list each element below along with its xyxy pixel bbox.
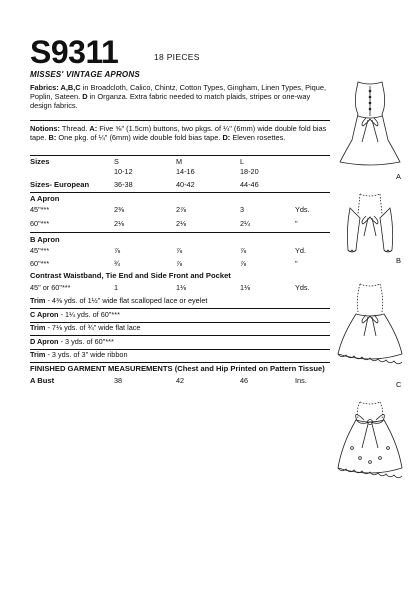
table-row — [30, 376, 330, 386]
pattern-number: S9311 — [30, 34, 119, 70]
size-col-m: M — [176, 157, 183, 166]
table-row — [30, 205, 330, 215]
yardage-l: ⅞ — [240, 259, 247, 268]
fabric-width: 60"*** — [30, 259, 50, 268]
yardage-s: 2⅛ — [114, 219, 125, 228]
notions-d-text: Eleven rosettes. — [230, 133, 286, 143]
notions-text: Thread. — [59, 124, 90, 133]
pattern-title: MISSES' VINTAGE APRONS — [30, 70, 140, 79]
divider — [30, 308, 330, 309]
size-col-s: S — [114, 157, 119, 166]
apron-d-row — [30, 337, 330, 347]
trim-text: - 7⅛ yds. of ¾" wide flat lace — [45, 323, 141, 332]
bust-label: A Bust — [30, 376, 55, 385]
figure-label-b: B — [396, 256, 402, 265]
yardage-unit: Yds. — [295, 283, 310, 292]
yardage-unit: " — [295, 219, 298, 228]
trim-label: Trim — [30, 350, 46, 359]
divider — [30, 362, 330, 363]
apron-d-back-illustration — [330, 398, 410, 494]
yardage-unit: Yds. — [295, 205, 310, 214]
yardage-s: 2⅜ — [114, 205, 125, 214]
sizes-header-row — [30, 157, 330, 167]
yardage-s: ⅞ — [114, 246, 121, 255]
trim-text: - 4⅜ yds. of 1½" wide flat scalloped lace or eyelet — [45, 296, 208, 305]
yardage-m: ⅞ — [176, 246, 183, 255]
bust-unit: Ins. — [295, 376, 307, 385]
finished-title: FINISHED GARMENT MEASUREMENTS (Chest and Hip Printed on Pattern Tissue) — [30, 364, 325, 373]
divider — [30, 192, 330, 193]
figure-label-a: A — [396, 172, 402, 181]
table-row — [30, 283, 330, 293]
yardage-m: 2⅞ — [176, 205, 187, 214]
notions-b-text: One pkg. of ¼" (6mm) wide double fold bias tape. — [56, 133, 223, 143]
sizes-us-row — [30, 167, 330, 177]
fabric-width: 45" or 60"*** — [30, 283, 71, 292]
size-us-l: 18-20 — [240, 167, 259, 176]
yardage-l: 1⅛ — [240, 283, 251, 292]
contrast-header — [30, 271, 330, 281]
sizes-label: Sizes — [30, 157, 50, 166]
size-us-s: 10-12 — [114, 167, 133, 176]
divider — [30, 155, 330, 156]
table-row — [30, 219, 330, 229]
fabrics-d-label: D — [82, 92, 88, 102]
yardage-l: 3 — [240, 205, 245, 214]
fabric-width: 45"*** — [30, 246, 50, 255]
size-eu-s: 36-38 — [114, 180, 133, 189]
size-eu-l: 44-46 — [240, 180, 259, 189]
apron-c-row — [30, 310, 330, 320]
size-us-m: 14-16 — [176, 167, 195, 176]
yardage-s: 1 — [114, 283, 119, 292]
contrast-trim-row — [30, 296, 330, 306]
divider — [30, 120, 330, 121]
yardage-l: 2¼ — [240, 219, 251, 228]
bust-m: 42 — [176, 376, 185, 385]
fabrics-label: Fabrics: A,B,C — [30, 83, 81, 92]
apron-d-text: - 3 yds. of 60"*** — [58, 337, 114, 346]
contrast-label: Contrast Waistband, Tie End and Side Front and Pocket — [30, 271, 231, 280]
size-eu-m: 40-42 — [176, 180, 195, 189]
apron-a-back-illustration — [330, 80, 410, 168]
yardage-m: 1⅛ — [176, 283, 187, 292]
sizes-eu-label: Sizes- European — [30, 180, 90, 189]
divider — [30, 232, 330, 233]
table-row — [30, 246, 330, 256]
apron-a-label: A Apron — [30, 194, 60, 203]
yardage-m: ⅞ — [176, 259, 183, 268]
apron-b-label: B Apron — [30, 235, 60, 244]
trim-label: Trim — [30, 323, 46, 332]
yardage-l: ⅞ — [240, 246, 247, 255]
bust-l: 46 — [240, 376, 249, 385]
size-col-l: L — [240, 157, 245, 166]
apron-c-trim-row — [30, 323, 330, 333]
pieces-count: 18 PIECES — [154, 52, 200, 62]
notions-section — [30, 124, 330, 142]
apron-b-header — [30, 235, 330, 245]
finished-header — [30, 364, 330, 374]
yardage-s: ¾ — [114, 259, 121, 268]
fabric-width: 45"*** — [30, 205, 50, 214]
divider — [30, 335, 330, 336]
notions-a-label: A: — [89, 124, 98, 133]
fabrics-text: in Broadcloth, Calico, Chintz, Cotton Types, Gingham, Linen Types, Pique, Poplin, Sateen. — [30, 83, 327, 102]
figure-label-c: C — [396, 380, 402, 389]
apron-a-header — [30, 194, 330, 204]
fabrics-d-text: in Organza. Extra fabric needed to match plaids, stripes or one-way design fabrics. — [30, 92, 311, 111]
yardage-unit: " — [295, 259, 298, 268]
fabrics-section — [30, 83, 330, 111]
notions-label: Notions: — [30, 124, 60, 133]
yardage-m: 2⅛ — [176, 219, 187, 228]
apron-c-back-illustration — [330, 280, 410, 376]
notions-b-label: B: — [48, 133, 57, 143]
trim-text: - 3 yds. of 3" wide ribbon — [45, 350, 128, 359]
notions-d-label: D: — [222, 133, 231, 143]
bust-s: 38 — [114, 376, 123, 385]
notions-a-text: Five ⅝" (1.5cm) buttons, two pkgs. of ¼" (6mm) wide double fold bias tape. — [30, 124, 327, 143]
trim-label: Trim — [30, 296, 46, 305]
apron-back-views — [330, 80, 410, 500]
apron-d-label: D Apron — [30, 337, 59, 346]
sizes-eu-row — [30, 180, 330, 190]
apron-c-text: - 1¼ yds. of 60"*** — [58, 310, 120, 319]
table-row — [30, 259, 330, 269]
apron-d-trim-row — [30, 350, 330, 360]
apron-c-label: C Apron — [30, 310, 59, 319]
fabric-width: 60"*** — [30, 219, 50, 228]
yardage-unit: Yd. — [295, 246, 306, 255]
